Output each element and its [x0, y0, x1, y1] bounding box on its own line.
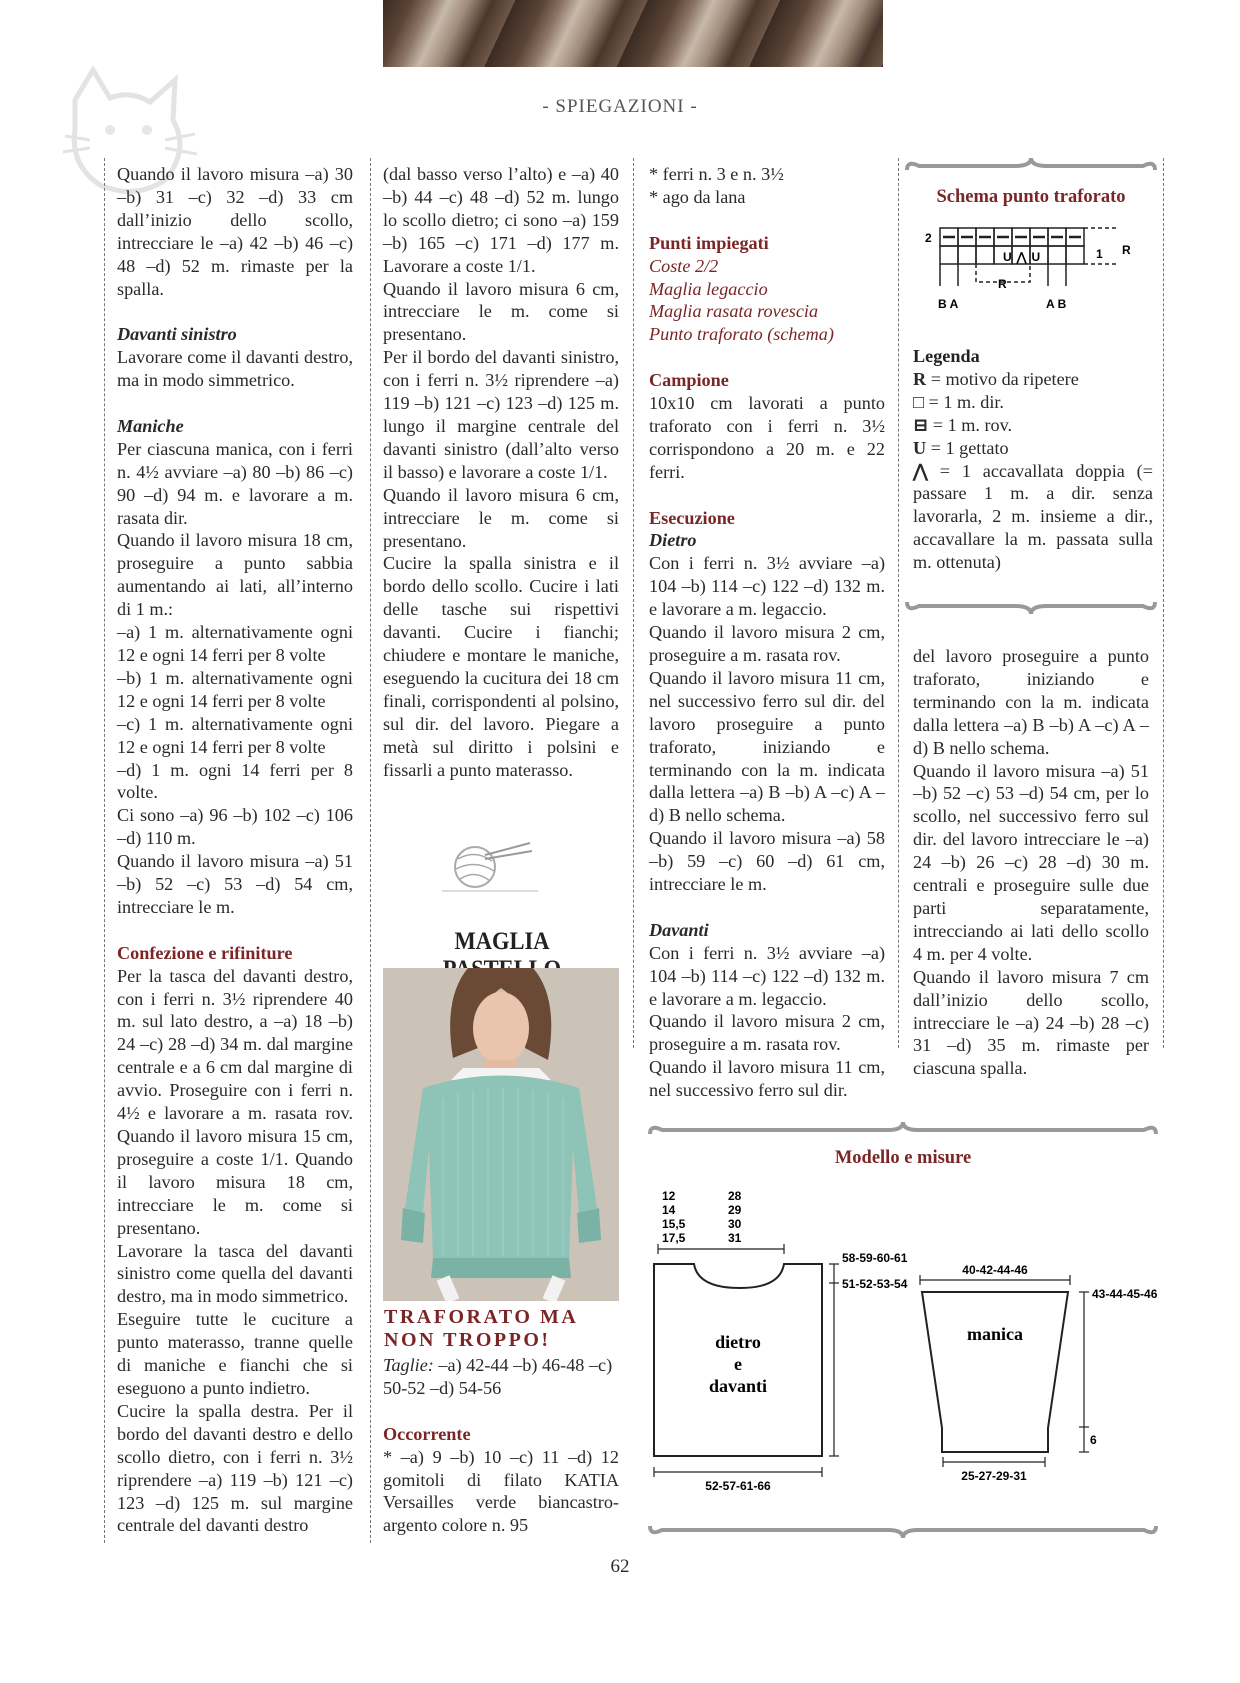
legend-item: ⋀ = 1 accavallata doppia (= passare 1 m. a dir. senza lavorarla, 2 m. insieme a dir., accavallare la m. passata sulla m. ottenuta)	[913, 460, 1153, 573]
legend-item: U = 1 gettato	[913, 437, 1009, 458]
section-heading: Esecuzione	[649, 507, 735, 528]
column-divider	[1163, 158, 1164, 1048]
legend-item: R = motivo da ripetere	[913, 368, 1079, 389]
paragraph: Per la tasca del davanti destro, con i ferri n. 3½ riprendere 40 m. sul lato destro, a –a) 18 –b) 24 –c) 28 –d) 34 m. dal margine centrale e a 6 cm dal margine di avvio. Proseguire con i ferri n. 4½ e lavorare a m. rasata rov. Quando il lavoro misura 15 cm, proseguire a coste 1/1. Quando il lavoro misura 18 cm, intrecciare le m. come si presentano.	[117, 965, 353, 1238]
column-3	[649, 163, 885, 1102]
section-heading: Punti impiegati	[649, 232, 769, 253]
neck-width-1: 29	[728, 1203, 742, 1217]
stitch-item: Maglia rasata rovescia	[649, 301, 819, 322]
chart-marks: U⋀U	[1003, 250, 1046, 264]
section-heading: Campione	[649, 370, 729, 391]
paragraph: (dal basso verso l’alto) e –a) 40 –b) 44 –c) 48 –d) 52 m. lungo lo scollo dietro; ci sono –a) 159 –b) 165 –c) 171 –d) 177 m. Lavorare a coste 1/1.	[383, 164, 619, 276]
paragraph: Eseguire tutte le cuciture a punto materasso, tranne quelle di maniche e fianchi che si eseguono a punto indietro.	[117, 1309, 353, 1398]
paragraph: –a) 1 m. alternativamente ogni 12 e ogni 14 ferri per 8 volte	[117, 622, 353, 665]
piece-label-manica: manica	[967, 1324, 1023, 1344]
left-letters: BA	[938, 297, 962, 311]
paragraph: * –a) 9 –b) 10 –c) 11 –d) 12 gomitoli di filato KATIA Versailles verde biancastro-argento colore n. 95	[383, 1446, 619, 1536]
paragraph: Con i ferri n. 3½ avviare –a) 104 –b) 114 –c) 122 –d) 132 m. e lavorare a m. legaccio.	[649, 553, 885, 620]
right-letters: AB	[1046, 297, 1070, 311]
paragraph: Quando il lavoro misura –a) 51 –b) 52 –c) 53 –d) 54 cm, per lo scollo, nel successivo ferro sul dir. del lavoro intrecciare le –a) 24 –b) 26 –c) 28 –d) 30 m. centrali e proseguire sulle due parti separatamente, intrecciando ai lati dello scollo 4 m. per 4 volte.	[913, 760, 1149, 964]
row-number-2: 2	[925, 231, 932, 245]
paragraph: –d) 1 m. ogni 14 ferri per 8 volte.	[117, 759, 353, 803]
neck-depth-3: 17,5	[662, 1231, 686, 1245]
paragraph: del lavoro proseguire a punto traforato, iniziando e terminando con la m. indicata dalla lettera –a) B –b) A –c) A –d) B nello schema.	[913, 646, 1149, 758]
section-heading: Maniche	[117, 415, 184, 436]
legend-title: Legenda	[913, 346, 980, 366]
cuff-length: 6	[1090, 1433, 1097, 1447]
column-1	[117, 163, 353, 1537]
column-divider	[104, 158, 105, 1543]
paragraph: Per ciascuna manica, con i ferri n. 4½ avviare –a) 80 –b) 86 –c) 90 –d) 94 m. e lavorare a m. rasata dir.	[117, 438, 353, 528]
paragraph: Quando il lavoro misura 7 cm dall’inizio dello scollo, intrecciare le –a) 24 –b) 28 –c) 31 –d) 35 m. rimaste per ciascuna spalla.	[913, 966, 1149, 1079]
paragraph: Quando il lavoro misura 6 cm, intrecciare le m. come si presentano.	[383, 278, 619, 345]
neck-width-0: 28	[728, 1189, 742, 1203]
stitch-item: Coste 2/2	[649, 255, 719, 276]
column-divider	[633, 158, 634, 1048]
paragraph: Cucire la spalla sinistra e il bordo dello scollo. Cucire i lati delle tasche sui rispettivi davanti. Cucire i fianchi; chiudere e montare le maniche, eseguendo la cucitura dei 18 cm finali, corrispondenti al polsino, sul dir. del lavoro. Piegare a metà sul diritto i polsini e fissarli a punto materasso.	[383, 553, 619, 780]
sleeve-bottom-width: 25-27-29-31	[961, 1469, 1027, 1483]
piece-label-dietro: dietro	[715, 1332, 761, 1352]
paragraph: –b) 1 m. alternativamente ogni 12 e ogni 14 ferri per 8 volte	[117, 667, 353, 711]
paragraph: Quando il lavoro misura 11 cm, nel successivo ferro sul dir.	[649, 1057, 885, 1101]
paragraph: Quando il lavoro misura 6 cm, intrecciare le m. come si presentano.	[383, 484, 619, 551]
stitch-item: Maglia legaccio	[649, 278, 768, 299]
paragraph: Quando il lavoro misura 2 cm, proseguire a m. rasata rov.	[649, 622, 885, 665]
repeat-mark: R	[1122, 243, 1131, 257]
section-heading: Confezione e rifiniture	[117, 942, 293, 963]
paragraph: Quando il lavoro misura –a) 58 –b) 59 –c) 60 –d) 61 cm, intrecciare le m.	[649, 828, 885, 895]
yarn-ball-icon	[440, 835, 540, 895]
schema-title: Schema punto traforato	[936, 187, 1126, 207]
section-heading: Davanti sinistro	[117, 324, 237, 345]
total-length: 58-59-60-61	[842, 1251, 908, 1265]
running-title: - SPIEGAZIONI -	[542, 96, 698, 117]
paragraph: Quando il lavoro misura –a) 30 –b) 31 –c) 32 –d) 33 cm dall’inizio dello scollo, intrecciare le –a) 42 –b) 46 –c) 48 –d) 52 m. rimaste per la spalla.	[117, 164, 353, 299]
repeat-mark-bottom: R	[998, 277, 1007, 291]
piece-label-davanti: davanti	[708, 1376, 768, 1396]
column-divider	[370, 158, 371, 1543]
stitch-chart	[918, 224, 1150, 324]
pattern-subtitle: TRAFORATO MA NON TROPPO!	[384, 1306, 578, 1351]
paragraph: Ci sono –a) 96 –b) 102 –c) 106 –d) 110 m.	[117, 805, 353, 849]
section-heading: Occorrente	[383, 1423, 471, 1444]
piece-label-e: e	[734, 1354, 742, 1374]
column-4	[913, 645, 1149, 1080]
legend-symbol: R	[913, 368, 927, 389]
paragraph: –c) 1 m. alternativamente ogni 12 e ogni 14 ferri per 8 volte	[117, 713, 353, 757]
column-divider	[898, 158, 899, 1048]
legend-symbol: ⋀	[913, 460, 928, 481]
paragraph: Per il bordo del davanti sinistro, con i ferri n. 3½ riprendere –a) 119 –b) 121 –c) 123 –d) 125 m. lungo il margine centrale del davanti sinistro (dall’alto verso il basso) e lavorare a coste 1/1.	[383, 347, 619, 482]
legend-symbol: U	[913, 437, 927, 458]
legend	[913, 345, 1153, 574]
row-number-1: 1	[1096, 247, 1103, 261]
neck-width-3: 31	[728, 1231, 742, 1245]
length-to-neck: 51-52-53-54	[842, 1277, 908, 1291]
pattern-title: MAGLIA	[454, 928, 550, 955]
schematic-diagram	[648, 1180, 1158, 1510]
paragraph: Cucire la spalla destra. Per il bordo del davanti destro e dello scollo dietro, con i ferri n. 3½ riprendere –a) 119 –b) 121 –c) 123 –d) 125 m. sul margine centrale del davanti destro	[117, 1400, 353, 1536]
legend-item: □ = 1 m. dir.	[913, 391, 1004, 412]
subsection-heading: Dietro	[649, 530, 697, 551]
column-2	[383, 163, 619, 781]
stitch-item: Punto traforato (schema)	[649, 324, 834, 345]
model-photo	[383, 968, 619, 1301]
modello-title: Modello e misure	[834, 1148, 972, 1168]
paragraph: Quando il lavoro misura 18 cm, proseguire a punto sabbia aumentando ai lati, all’interno di 1 m.:	[117, 530, 353, 620]
list-item: * ago da lana	[649, 186, 746, 207]
legend-item: ⊟ = 1 m. rov.	[913, 414, 1013, 435]
sleeve-top-width: 40-42-44-46	[962, 1263, 1028, 1277]
subsection-heading: Davanti	[649, 919, 709, 940]
paragraph: Quando il lavoro misura 2 cm, proseguire a m. rasata rov.	[649, 1011, 885, 1055]
sizes-value: –a) 42-44 –b) 46-48 –c) 50-52 –d) 54-56	[383, 1355, 613, 1398]
legend-symbol: ⊟	[913, 414, 929, 435]
neck-width-2: 30	[728, 1217, 742, 1231]
list-item: * ferri n. 3 e n. 3½	[649, 164, 784, 184]
legend-symbol: □	[913, 391, 924, 412]
neck-depth-1: 14	[662, 1203, 676, 1217]
paragraph: Con i ferri n. 3½ avviare –a) 104 –b) 114 –c) 122 –d) 132 m. e lavorare a m. legaccio.	[649, 942, 885, 1009]
page-number: 62	[610, 1556, 630, 1577]
neck-depth-2: 15,5	[662, 1217, 686, 1231]
sizes-label: Taglie:	[383, 1355, 434, 1375]
paragraph: Lavorare come il davanti destro, ma in modo simmetrico.	[117, 347, 353, 391]
neck-depth-0: 12	[662, 1189, 676, 1203]
body-width: 52-57-61-66	[705, 1479, 771, 1493]
paragraph: 10x10 cm lavorati a punto traforato con i ferri n. 3½ corrispondono a 20 m. e 22 ferri.	[649, 393, 885, 482]
sleeve-length: 43-44-45-46	[1092, 1287, 1158, 1301]
paragraph: Quando il lavoro misura –a) 51 –b) 52 –c) 53 –d) 54 cm, intrecciare le m.	[117, 851, 353, 917]
header-knit-photo	[383, 0, 883, 67]
paragraph: Lavorare la tasca del davanti sinistro come quella del davanti destro, ma in modo simmetrico.	[117, 1240, 353, 1307]
paragraph: Quando il lavoro misura 11 cm, nel successivo ferro sul dir. del lavoro proseguire a punto traforato, iniziando e terminando con la m. indicata dalla lettera –a) B –b) A –c) A –d) B nello schema.	[649, 667, 885, 826]
sizes-and-materials	[383, 1354, 619, 1537]
